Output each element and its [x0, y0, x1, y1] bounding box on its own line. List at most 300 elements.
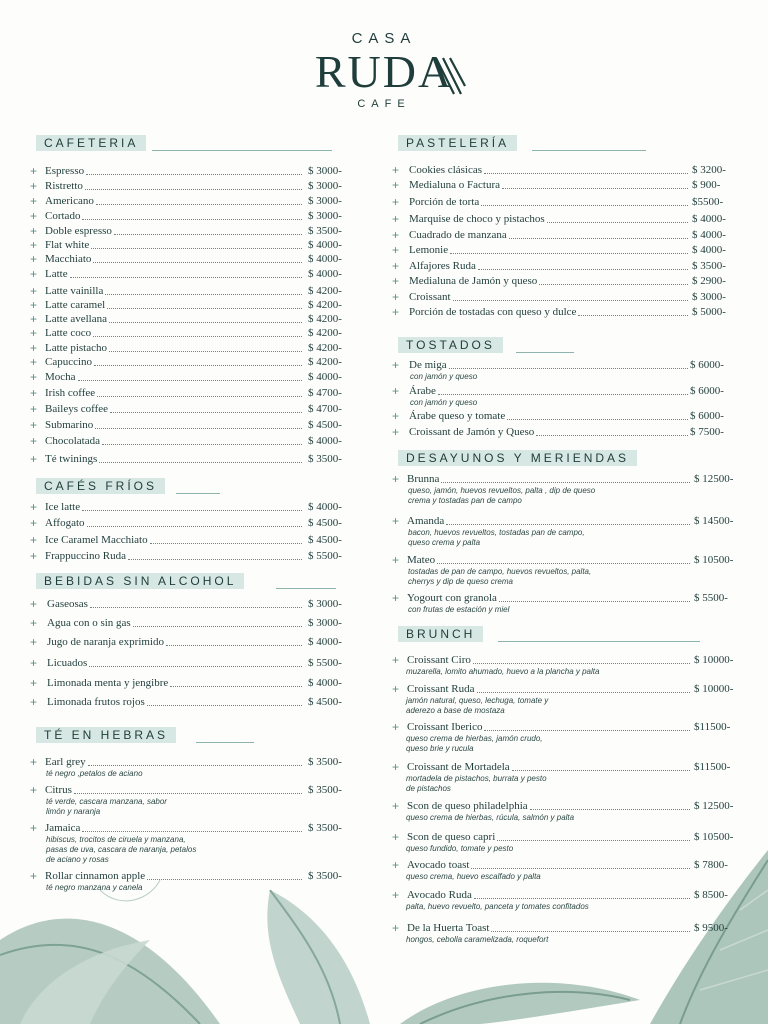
menu-item	[392, 515, 746, 528]
item-price: $ 4200-	[308, 313, 342, 325]
item-price: $ 3000-	[308, 617, 342, 629]
item-name: Latte vainilla	[45, 285, 104, 297]
menu-item	[30, 356, 360, 369]
banana-leaf-center-illustration	[240, 890, 400, 1024]
item-name: Jugo de naranja exprimido	[47, 636, 164, 648]
dot-leader	[74, 793, 302, 794]
item-price: $ 3500-	[308, 822, 342, 834]
item-name: Submarino	[45, 419, 94, 431]
menu-item	[30, 550, 360, 563]
section-divider	[176, 493, 220, 494]
menu-item	[30, 268, 360, 281]
item-description: queso crema de hierbas, rúcula, salmón y palta	[406, 813, 575, 822]
section-title-tostados: TOSTADOS	[398, 337, 503, 353]
item-name: Licuados	[47, 657, 88, 669]
plus-icon: +	[392, 163, 400, 177]
item-name: Jamaica	[45, 822, 81, 834]
menu-item	[392, 592, 746, 605]
item-price: $ 4000-	[692, 244, 726, 256]
dot-leader	[437, 563, 690, 564]
menu-item	[30, 870, 360, 883]
item-description: té verde, cascara manzana, sabor	[46, 797, 167, 806]
plus-icon: +	[30, 284, 38, 298]
plus-icon: +	[30, 533, 38, 547]
dot-leader	[453, 300, 688, 301]
plus-icon: +	[392, 514, 400, 528]
item-price: $11500-	[694, 761, 731, 773]
item-description: hongos, cebolla caramelizada, roquefort	[406, 935, 549, 944]
dot-leader	[446, 524, 690, 525]
section-title-bebidas: BEBIDAS SIN ALCOHOL	[36, 573, 244, 589]
dot-leader	[450, 253, 688, 254]
dot-leader	[147, 705, 302, 706]
section-divider	[516, 352, 574, 353]
dot-leader	[86, 174, 302, 175]
item-name: Lemonie	[409, 244, 449, 256]
item-name: Gaseosas	[47, 598, 88, 610]
item-price: $ 10000-	[694, 654, 734, 666]
item-name: Croissant	[409, 291, 451, 303]
item-name: Espresso	[45, 165, 85, 177]
item-price: $ 3500-	[692, 260, 726, 272]
plus-icon: +	[392, 425, 400, 439]
menu-item	[392, 275, 744, 288]
plus-icon: +	[30, 418, 38, 432]
plus-icon: +	[30, 695, 38, 709]
section-title-desayunos: DESAYUNOS Y MERIENDAS	[398, 450, 637, 466]
plus-icon: +	[392, 243, 400, 257]
item-name: Medialuna o Factura	[409, 179, 501, 191]
item-price: $ 3500-	[308, 756, 342, 768]
item-name: Scon de queso capri	[407, 831, 496, 843]
item-description: queso fundido, tomate y pesto	[406, 844, 514, 853]
dot-leader	[484, 730, 690, 731]
item-price: $ 3000-	[308, 165, 342, 177]
item-name: Macchiato	[45, 253, 92, 265]
dot-leader	[82, 510, 302, 511]
plus-icon: +	[392, 830, 400, 844]
banana-leaf-right-illustration	[620, 850, 768, 1024]
menu-item	[392, 179, 744, 192]
menu-item	[392, 196, 744, 209]
section-divider	[498, 641, 700, 642]
item-name: Árabe	[409, 385, 436, 397]
menu-item	[30, 517, 360, 530]
dot-leader	[150, 543, 302, 544]
dot-leader	[438, 394, 688, 395]
item-description: bacon, huevos revueltos, tostadas pan de campo,	[408, 528, 585, 537]
item-description: de aciano y rosas	[46, 855, 109, 864]
section-title-cafeteria: CAFETERIA	[36, 135, 146, 151]
item-name: Frappuccino Ruda	[45, 550, 126, 562]
dot-leader	[93, 336, 302, 337]
item-description: crema y tostadas pan de campo	[408, 496, 522, 505]
item-name: Americano	[45, 195, 94, 207]
plus-icon: +	[30, 452, 38, 466]
dot-leader	[85, 189, 302, 190]
menu-item	[30, 371, 360, 384]
item-name: Amanda	[407, 515, 445, 527]
item-price: $ 3500-	[308, 225, 342, 237]
item-price: $ 4000-	[308, 268, 342, 280]
item-description: queso brie y rucula	[406, 744, 474, 753]
plus-icon: +	[30, 783, 38, 797]
menu-item	[30, 453, 360, 466]
item-price: $ 4000-	[308, 253, 342, 265]
plus-icon: +	[30, 252, 38, 266]
item-name: Ristretto	[45, 180, 83, 192]
plus-icon: +	[30, 597, 38, 611]
menu-item	[30, 419, 360, 432]
item-description: mortadela de pistachos, burrata y pesto	[406, 774, 547, 783]
dot-leader	[87, 526, 302, 527]
item-price: $ 7800-	[694, 859, 728, 871]
dot-leader	[502, 188, 688, 189]
section-header-te	[36, 727, 254, 743]
dot-leader	[89, 666, 302, 667]
plus-icon: +	[30, 238, 38, 252]
dot-leader	[481, 205, 688, 206]
plus-icon: +	[392, 799, 400, 813]
item-name: Mocha	[45, 371, 76, 383]
item-name: Latte caramel	[45, 299, 106, 311]
item-description: pasas de uva, cascara de naranja, petalos	[46, 845, 197, 854]
dot-leader	[93, 262, 302, 263]
plus-icon: +	[392, 682, 400, 696]
menu-item	[30, 617, 360, 630]
item-price: $ 4500-	[308, 696, 342, 708]
dot-leader	[97, 396, 302, 397]
item-price: $ 3000-	[308, 180, 342, 192]
menu-item	[392, 721, 746, 734]
item-name: Capuccino	[45, 356, 93, 368]
item-name: Latte avellana	[45, 313, 107, 325]
dot-leader	[95, 428, 302, 429]
item-description: de pistachos	[406, 784, 451, 793]
plus-icon: +	[30, 755, 38, 769]
menu-item	[392, 426, 742, 439]
dot-leader	[102, 444, 302, 445]
item-name: Earl grey	[45, 756, 86, 768]
item-price: $ 3000-	[308, 195, 342, 207]
item-description: tostadas de pan de campo, huevos revueltos, palta,	[408, 567, 592, 576]
item-name: Ice latte	[45, 501, 81, 513]
item-price: $ 5000-	[692, 306, 726, 318]
dot-leader	[96, 204, 302, 205]
menu-item	[30, 387, 360, 400]
item-name: Flat white	[45, 239, 90, 251]
plus-icon: +	[392, 228, 400, 242]
item-description: muzarella, lomito ahumado, huevo a la plancha y palta	[406, 667, 600, 676]
item-name: Scon de queso philadelphia	[407, 800, 528, 812]
item-name: Irish coffee	[45, 387, 96, 399]
item-description: queso crema de hierbas, jamón crudo,	[406, 734, 543, 743]
item-price: $5500-	[692, 196, 724, 208]
item-price: $ 3000-	[308, 598, 342, 610]
plus-icon: +	[30, 209, 38, 223]
section-divider	[532, 150, 646, 151]
dot-leader	[512, 770, 690, 771]
menu-item	[30, 534, 360, 547]
plus-icon: +	[30, 341, 38, 355]
plus-icon: +	[392, 553, 400, 567]
menu-item	[30, 784, 360, 797]
menu-item	[392, 761, 746, 774]
item-price: $ 4000-	[308, 435, 342, 447]
section-title-brunch: BRUNCH	[398, 626, 483, 642]
item-name: Porción de torta	[409, 196, 480, 208]
item-price: $ 9500-	[694, 922, 728, 934]
plus-icon: +	[30, 194, 38, 208]
menu-item	[30, 299, 360, 312]
item-name: Porción de tostadas con queso y dulce	[409, 306, 577, 318]
dot-leader	[509, 238, 688, 239]
item-price: $ 4000-	[308, 371, 342, 383]
dot-leader	[473, 663, 690, 664]
item-name: Agua con o sin gas	[47, 617, 131, 629]
plus-icon: +	[30, 616, 38, 630]
item-price: $ 3500-	[308, 453, 342, 465]
item-price: $ 2900-	[692, 275, 726, 287]
dot-leader	[530, 809, 690, 810]
item-description: té negro manzana y canela	[46, 883, 143, 892]
item-name: Croissant Ciro	[407, 654, 471, 666]
item-name: De miga	[409, 359, 447, 371]
section-divider	[152, 150, 332, 151]
dot-leader	[114, 234, 302, 235]
item-price: $ 4000-	[308, 239, 342, 251]
plus-icon: +	[30, 224, 38, 238]
section-header-cafes_frios	[36, 478, 220, 494]
item-name: Avocado Ruda	[407, 889, 472, 901]
dot-leader	[507, 419, 688, 420]
menu-item	[392, 654, 746, 667]
plus-icon: +	[30, 434, 38, 448]
section-header-cafeteria	[36, 135, 332, 151]
item-name: Croissant Iberico	[407, 721, 483, 733]
menu-item	[30, 636, 360, 649]
dot-leader	[484, 173, 688, 174]
section-header-desayunos	[398, 450, 674, 466]
menu-item	[392, 385, 742, 398]
dot-leader	[78, 380, 302, 381]
menu-item	[30, 180, 360, 193]
plus-icon: +	[392, 591, 400, 605]
dot-leader	[578, 315, 688, 316]
item-description: palta, huevo revuelto, panceta y tomates confitados	[406, 902, 589, 911]
menu-item	[392, 800, 746, 813]
section-header-bebidas	[36, 573, 336, 589]
plus-icon: +	[392, 274, 400, 288]
menu-item	[392, 260, 744, 273]
plus-icon: +	[30, 312, 38, 326]
item-name: Baileys coffee	[45, 403, 109, 415]
item-description: hibiscus, trocitos de ciruela y manzana,	[46, 835, 186, 844]
dot-leader	[110, 412, 302, 413]
item-price: $ 12500-	[694, 800, 734, 812]
item-price: $ 5500-	[308, 550, 342, 562]
menu-item	[30, 435, 360, 448]
item-name: Rollar cinnamon apple	[45, 870, 146, 882]
item-price: $ 5500-	[308, 657, 342, 669]
item-price: $ 10500-	[694, 554, 734, 566]
plus-icon: +	[392, 888, 400, 902]
menu-item	[30, 598, 360, 611]
dot-leader	[88, 765, 302, 766]
item-price: $ 4000-	[308, 677, 342, 689]
item-price: $11500-	[694, 721, 731, 733]
dot-leader	[499, 601, 690, 602]
banana-leaf-left-illustration	[0, 880, 230, 1024]
plus-icon: +	[392, 384, 400, 398]
item-name: Affogato	[45, 517, 85, 529]
item-name: Té twinings	[45, 453, 98, 465]
item-description: cherrys y dip de queso crema	[408, 577, 513, 586]
item-name: Limonada menta y jengibre	[47, 677, 169, 689]
dot-leader	[491, 931, 690, 932]
dot-leader	[82, 219, 302, 220]
menu-item	[392, 859, 746, 872]
plus-icon: +	[30, 500, 38, 514]
dot-leader	[133, 626, 302, 627]
section-divider	[276, 588, 336, 589]
dot-leader	[166, 645, 302, 646]
item-price: $ 14500-	[694, 515, 734, 527]
item-price: $ 10000-	[694, 683, 734, 695]
item-description: con jamón y queso	[410, 398, 478, 407]
item-name: Croissant de Mortadela	[407, 761, 510, 773]
item-name: Yogourt con granola	[407, 592, 497, 604]
plus-icon: +	[30, 676, 38, 690]
item-name: Marquise de choco y pistachos	[409, 213, 545, 225]
brand-logo-ruda: RUDA	[314, 46, 454, 97]
plus-icon: +	[30, 402, 38, 416]
item-price: $ 4200-	[308, 285, 342, 297]
dot-leader	[539, 284, 688, 285]
plus-icon: +	[392, 178, 400, 192]
item-price: $ 5500-	[694, 592, 728, 604]
menu-item	[392, 683, 746, 696]
item-name: Latte coco	[45, 327, 92, 339]
plus-icon: +	[30, 821, 38, 835]
plus-icon: +	[392, 720, 400, 734]
menu-item	[392, 410, 742, 423]
item-name: Árabe queso y tomate	[409, 410, 506, 422]
plus-icon: +	[392, 195, 400, 209]
dot-leader	[128, 559, 302, 560]
plus-icon: +	[392, 290, 400, 304]
plus-icon: +	[392, 409, 400, 423]
item-price: $ 3000-	[692, 291, 726, 303]
plus-icon: +	[30, 164, 38, 178]
item-name: Croissant Ruda	[407, 683, 475, 695]
dot-leader	[82, 831, 302, 832]
item-price: $ 900-	[692, 179, 721, 191]
item-price: $ 4700-	[308, 387, 342, 399]
plus-icon: +	[392, 259, 400, 273]
plus-icon: +	[392, 305, 400, 319]
menu-item	[392, 164, 744, 177]
item-price: $ 3500-	[308, 870, 342, 882]
item-name: Cuadrado de manzana	[409, 229, 507, 241]
item-name: Mateo	[407, 554, 436, 566]
item-price: $ 4000-	[692, 229, 726, 241]
plus-icon: +	[392, 760, 400, 774]
plus-icon: +	[30, 656, 38, 670]
dot-leader	[441, 482, 690, 483]
dot-leader	[449, 368, 688, 369]
item-price: $ 4000-	[308, 636, 342, 648]
item-name: Avocado toast	[407, 859, 470, 871]
plus-icon: +	[392, 921, 400, 935]
item-description: queso crema, huevo escalfado y palta	[406, 872, 541, 881]
menu-item	[392, 306, 744, 319]
brand-cafe: CAFE	[357, 98, 411, 110]
plus-icon: +	[30, 549, 38, 563]
menu-item	[392, 889, 746, 902]
item-price: $ 4500-	[308, 534, 342, 546]
item-description: con jamón y queso	[410, 372, 478, 381]
dot-leader	[70, 277, 302, 278]
menu-item	[30, 313, 360, 326]
menu-item	[30, 285, 360, 298]
dot-leader	[478, 269, 688, 270]
item-price: $ 12500-	[694, 473, 734, 485]
plus-icon: +	[30, 179, 38, 193]
dot-leader	[147, 879, 302, 880]
item-price: $ 4500-	[308, 419, 342, 431]
plus-icon: +	[30, 267, 38, 281]
menu-item	[30, 342, 360, 355]
menu-item	[392, 831, 746, 844]
item-name: Brunna	[407, 473, 440, 485]
dot-leader	[91, 248, 302, 249]
item-name: Chocolatada	[45, 435, 100, 447]
menu-item	[30, 195, 360, 208]
item-name: Latte pistacho	[45, 342, 108, 354]
item-name: Doble espresso	[45, 225, 112, 237]
menu-item	[30, 327, 360, 340]
dot-leader	[170, 686, 302, 687]
item-name: De la Huerta Toast	[407, 922, 490, 934]
item-price: $ 7500-	[690, 426, 724, 438]
dot-leader	[109, 322, 302, 323]
item-description: aderezo a base de mostaza	[406, 706, 505, 715]
brand-casa: CASA	[351, 30, 417, 47]
menu-item	[30, 822, 360, 835]
plus-icon: +	[392, 472, 400, 486]
item-name: Cookies clásicas	[409, 164, 483, 176]
plus-icon: +	[392, 212, 400, 226]
plus-icon: +	[30, 869, 38, 883]
item-price: $ 8500-	[694, 889, 728, 901]
menu-item	[30, 165, 360, 178]
logo-stripes-icon	[432, 56, 466, 96]
menu-item	[30, 696, 360, 709]
dot-leader	[474, 898, 690, 899]
item-price: $ 4200-	[308, 356, 342, 368]
section-title-te: TÉ EN HEBRAS	[36, 727, 176, 743]
item-price: $ 4700-	[308, 403, 342, 415]
item-price: $ 10500-	[694, 831, 734, 843]
section-title-pasteleria: PASTELERÍA	[398, 135, 517, 151]
item-name: Limonada frutos rojos	[47, 696, 145, 708]
dot-leader	[94, 365, 302, 366]
item-description: limón y naranja	[46, 807, 101, 816]
item-name: Croissant de Jamón y Queso	[409, 426, 535, 438]
item-description: jamón natural, queso, lechuga, tomate y	[406, 696, 549, 705]
menu-item	[392, 922, 746, 935]
